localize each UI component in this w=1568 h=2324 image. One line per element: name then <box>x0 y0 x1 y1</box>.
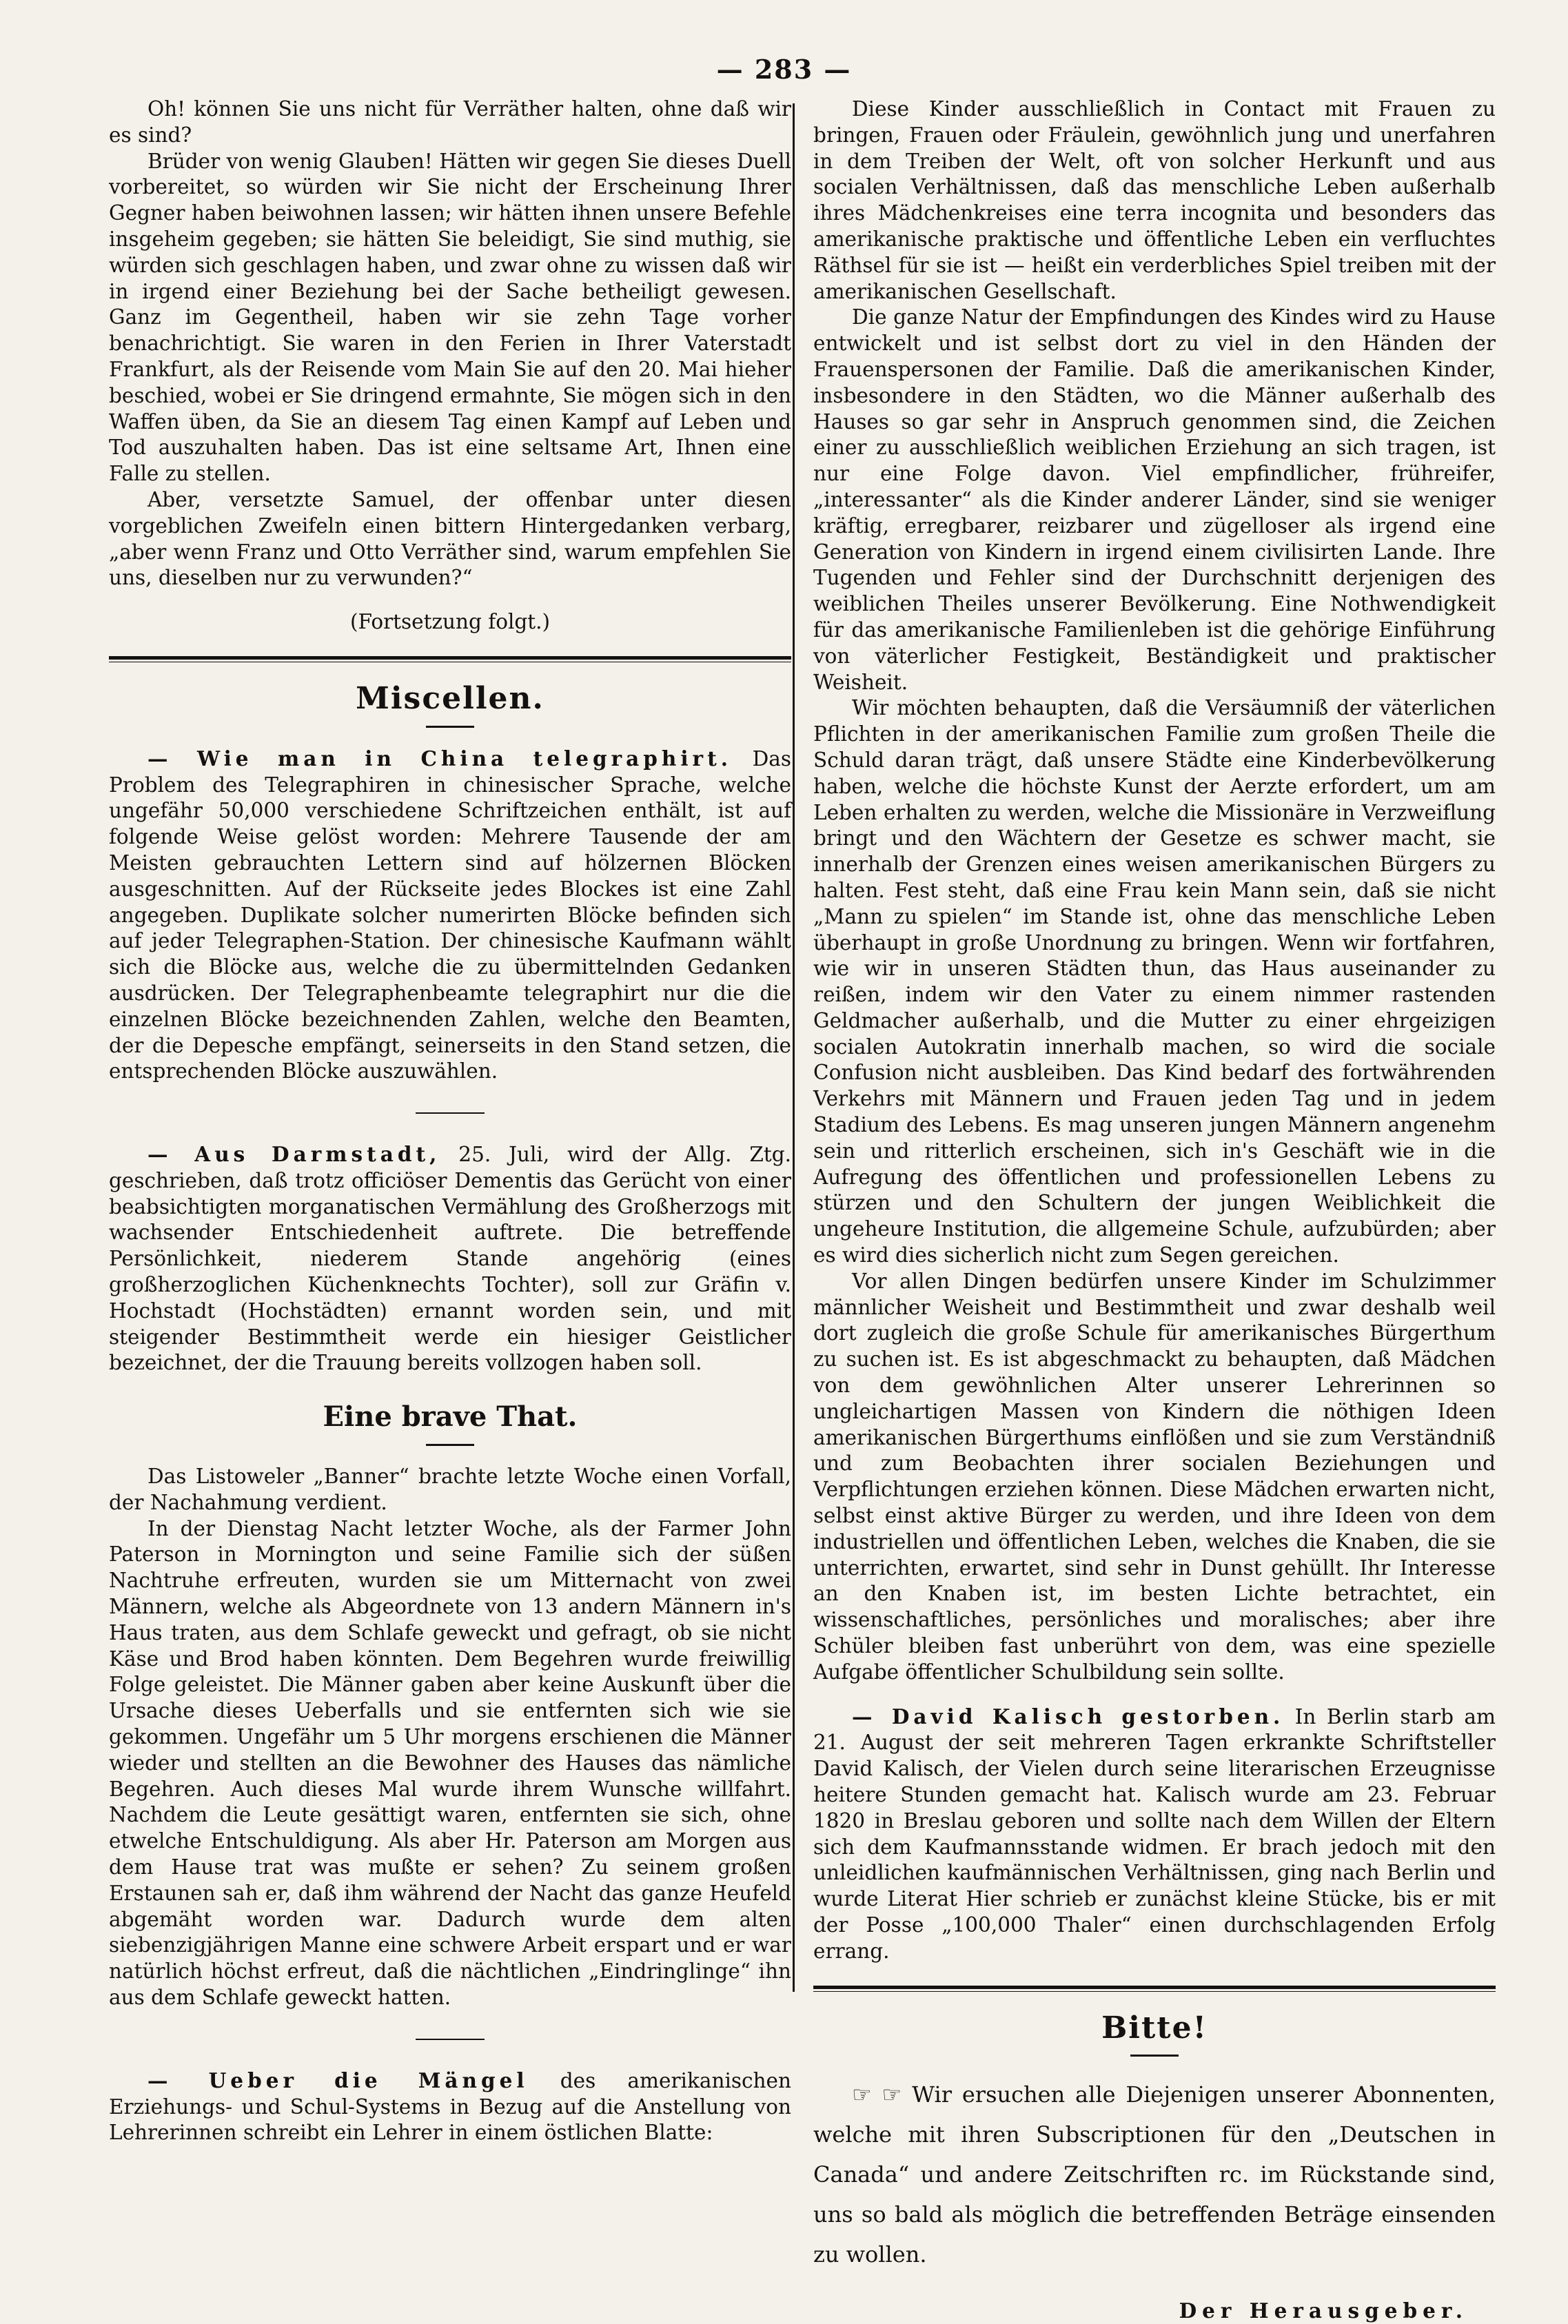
article-lead: — Ueber die Mängel <box>147 2068 529 2092</box>
section-divider <box>109 656 791 662</box>
article-paragraph: In der Dienstag Nacht letzter Woche, als der Farmer John Paterson in Mornington und seine Familie sich der süßen Nachtruhe erfreuten, wurden sie um Mitternacht von zwei Männern, welche als Abgeordnete von 13 andern Männern in's Haus traten, aus dem Schlafe geweckt und gefragt, ob sie nicht Käse und Brod haben könnten. Dem Begehren wurde freiwillig Folge geleistet. Die Männer gaben aber keine Auskunft über die Ursache dieses Ueberfalls und sie entfernten sich wie sie gekommen. Ungefähr um 5 Uhr morgens erschienen die Männer wieder und stellten an die Bewohner des Hauses das nämliche Begehren. Auch dieses Mal wurde ihrem Wunsche willfahrt. Nachdem die Leute gesättigt waren, entfernten sie sich, ohne etwelche Entschuldigung. Als aber Hr. Paterson am Morgen aus dem Hause trat was mußte er sehen? Zu seinem großen Erstaunen sah er, daß ihm während der Nacht das ganze Heufeld abgemäht worden war. Dadurch wurde dem alten siebenzigjährigen Manne eine schwere Arbeit erspart und er war natürlich höchst erfreut, daß die nächtlichen „Eindringlinge“ ihn aus dem Schlafe geweckt hatten. <box>109 1516 791 2009</box>
article-paragraph: Diese Kinder ausschließlich in Contact mit Frauen zu bringen, Frauen oder Fräulein, gewöhnlich jung und unerfahren in dem Treiben der Welt, oft von solcher Herkunft und aus socialen Verhältnissen, daß das menschliche Leben außerhalb ihres Mädchenkreises eine terra incognita und besonders das amerikanische praktische und öffentliche Leben ein verfluchtes Räthsel für sie ist — heißt ein verderbliches Spiel treiben mit der amerikanischen Gesellschaft. <box>813 97 1496 303</box>
section-divider <box>813 1986 1496 1992</box>
continuation-note: (Fortsetzung folgt.) <box>349 610 551 634</box>
article-maengel <box>109 2068 791 2146</box>
title-underline <box>426 726 474 728</box>
title-underline <box>426 1444 474 1446</box>
right-column <box>813 96 1496 2324</box>
notice-title-bitte: Bitte! <box>1101 2010 1208 2046</box>
article-paragraph: Vor allen Dingen bedürfen unsere Kinder im Schulzimmer männlicher Weisheit und Bestimmtheit und zwar deshalb weil dort zugleich die große Schule für amerikanisches Bürgerthum zu suchen ist. Es ist abgeschmackt zu behaupten, daß Mädchen von dem gewöhnlichen Alter unserer Lehrerinnen so ungleichartigen Massen von Kindern die nöthigen Ideen amerikanischen Bürgerthums einflößen und sie zum Verständniß und zum Beobachten ihrer socialen Beziehungen und Verpflichtungen erziehen können. Diese Mädchen erwarten nicht, selbst einst aktive Bürger zu werden, und ihre Ideen von dem industriellen und öffentlichen Leben, welches die Knaben, die sie unterrichten, erwartet, sind sehr in Dunst gehüllt. Ihr Interesse an den Knaben ist, im besten Lichte betrachtet, ein wissenschaftliches, persönliches und moralisches; aber ihre Schüler bleiben fast unberührt von dem, was eine spezielle Aufgabe öffentlicher Schulbildung sein sollte. <box>813 1269 1496 1684</box>
section-title-miscellen: Miscellen. <box>356 680 544 716</box>
story-paragraph: Brüder von wenig Glauben! Hätten wir gegen Sie dieses Duell vorbereitet, so würden wir Sie nicht der Erscheinung Ihrer Gegner haben beiwohnen lassen; wir hätten ihnen unsere Befehle insgeheim gegeben; sie hätten Sie beleidigt, Sie sind muthig, sie würden sich geschlagen haben, und zwar ohne zu wissen daß wir in irgend einer Beziehung bei der Sache betheiligt gewesen. Ganz im Gegentheil, haben wir sie zehn Tage vorher benachrichtigt. Sie waren in den Ferien in Ihrer Vaterstadt Frankfurt, als der Reisende vom Main Sie auf den 20. Mai hieher beschied, wobei er Sie dringend ermahnte, Sie mögen sich in den Waffen üben, da Sie an diesem Tag einen Kampf auf Leben und Tod auszuhalten haben. Das ist eine seltsame Art, Ihnen eine Falle zu stellen. <box>109 149 791 486</box>
article-china <box>109 746 791 1085</box>
article-lead: — Aus Darmstadt, <box>147 1142 441 1167</box>
notice-bitte <box>813 2075 1496 2274</box>
story-paragraph: Oh! können Sie uns nicht für Verräther halten, ohne daß wir es sind? <box>109 97 791 147</box>
article-paragraph: Das Listoweler „Banner“ brachte letzte Woche einen Vorfall, der Nachahmung verdient. <box>109 1465 791 1514</box>
article-darmstadt <box>109 1141 791 1376</box>
article-lead: — Wie man in China telegraphirt. <box>147 746 732 771</box>
pointing-hand-icon: ☞ ☞ <box>852 2081 902 2108</box>
page-number: — 283 — <box>716 54 852 85</box>
signature: Der Herausgeber. <box>1179 2298 1468 2323</box>
article-text: Das Problem des Telegraphiren in chinesischer Sprache, welche ungefähr 50,000 verschiedene Schriftzeichen enthält, ist auf folgende Weise gelöst worden: Mehrere Tausende der am Meisten gebrauchten Lettern sind auf hölzernen Blöcken ausgeschnitten. Auf der Rückseite jedes Blockes ist eine Zahl angegeben. Duplikate solcher numerirten Blöcke befinden sich auf jeder Telegraphen-Station. Der chinesische Kaufmann wählt sich die Blöcke aus, welche die zu übermittelnden Gedanken ausdrücken. Der Telegraphenbeamte telegraphirt nur die die einzelnen Blöcke bezeichnenden Zahlen, welche den Beamten, der die Depesche empfängt, seinerseits in den Stand setzen, die entsprechenden Blöcke auszuwählen. <box>109 746 791 1083</box>
article-title-brave-that: Eine brave That. <box>323 1400 578 1434</box>
article-separator <box>416 2039 485 2040</box>
article-text: des amerikanischen Erziehungs- und Schul-Systems in Bezug auf die Anstellung von Lehrerinnen schreibt ein Lehrer in einem östlichen Blatte: <box>109 2068 791 2145</box>
notice-text: ☞ ☞ Wir ersuchen alle Diejenigen unserer Abonnenten, welche mit ihren Subscriptionen für den „Deutschen in Canada“ und andere Zeitschriften rc. im Rückstande sind, uns so bald als möglich die betreffenden Beträge einsenden zu wollen. <box>813 2081 1496 2268</box>
article-kalisch <box>813 1704 1496 1965</box>
column-rule <box>793 103 795 1992</box>
article-lead: — David Kalisch gestorben. <box>852 1704 1285 1729</box>
article-paragraph: Die ganze Natur der Empfindungen des Kindes wird zu Hause entwickelt und ist selbst dort zu viel in den Händen der Frauenspersonen der Familie. Daß die amerikanischen Kinder, insbesondere in den Städten, wo die Männer außerhalb des Hauses so gar sehr in Anspruch genommen sind, die Zeichen einer zu ausschließlich weiblichen Erziehung an sich tragen, ist nur eine Folge davon. Viel empfindlicher, frühreifer, „interessanter“ als die Kinder anderer Länder, sind sie weniger kräftig, erregbarer, reizbarer und zügelloser als irgend eine Generation von Kindern in irgend einem civilisirten Lande. Ihre Tugenden und Fehler sind der Durchschnitt derjenigen des weiblichen Theiles unserer Bevölkerung. Eine Nothwendigkeit für das amerikanische Familienleben ist die gehörige Einführung von väterlicher Festigkeit, Beständigkeit und praktischer Weisheit. <box>813 305 1496 694</box>
article-separator <box>416 1112 485 1114</box>
left-column <box>109 96 791 2146</box>
article-text: In Berlin starb am 21. August der seit mehreren Tagen erkrankte Schriftsteller David Kalisch, der Vielen durch seine literarischen Erzeugnisse heitere Stunden gemacht hat. Kalisch wurde am 23. Februar 1820 in Breslau geboren und sollte nach dem Willen der Eltern sich dem Kaufmannsstande widmen. Er brach jedoch mit den unleidlichen kaufmännischen Verhältnissen, ging nach Berlin und wurde Literat Hier schrieb er zunächst kleine Stücke, bis er mit der Posse „100,000 Thaler“ einen durchschlagenden Erfolg errang. <box>813 1704 1496 1963</box>
story-paragraph: Aber, versetzte Samuel, der offenbar unter diesen vorgeblichen Zweifeln einen bittern Hintergedanken verbarg, „aber wenn Franz und Otto Verräther sind, warum empfehlen Sie uns, dieselben nur zu verwunden?“ <box>109 487 791 590</box>
article-paragraph: Wir möchten behaupten, daß die Versäumniß der väterlichen Pflichten in der amerikanischen Familie zum großen Theile die Schuld daran trägt, daß unsere Städte eine Kinderbevölkerung haben, welche die höchste Kunst der Aerzte erfordert, um am Leben erhalten zu werden, welche die Missionäre in Verzweiflung bringt und den Wächtern der Gesetze es schwer macht, sie innerhalb der Grenzen eines weisen amerikanischen Bürgers zu halten. Fest steht, daß eine Frau kein Mann sein, daß sie nicht „Mann zu spielen“ im Stande ist, ohne das menschliche Leben überhaupt in große Unordnung zu bringen. Wenn wir fortfahren, wie wir in unseren Städten thun, das Haus auseinander zu reißen, indem wir den Vater zu einem nimmer rastenden Geldmacher außerhalb, und die Mutter zu einer ehrgeizigen socialen Autokratin innerhalb machen, so wird die sociale Confusion nicht ausbleiben. Das Kind bedarf des fortwährenden Verkehrs mit Männern und Frauen jeden Tag und in jedem Stadium des Lebens. Es mag unseren jungen Männern angenehm sein und ritterlich erscheinen, sich in's Geschäft wie in die Aufregung des öffentlichen und professionellen Lebens zu stürzen und den Schultern der jungen Weiblichkeit die ungeheure Institution, die allgemeine Schule, aufzubürden; aber es wird dies sicherlich nicht zum Segen gereichen. <box>813 696 1496 1267</box>
article-text: 25. Juli, wird der Allg. Ztg. geschrieben, daß trotz officiöser Dementis das Gerücht von einer beabsichtigten morganatischen Vermählung des Großherzogs mit wachsender Entschiedenheit auftrete. Die betreffende Persönlichkeit, niederem Stande angehörig (eines großherzoglichen Küchenknechts Tochter), soll zur Gräfin v. Hochstadt (Hochstädten) ernannt worden sein, und mit steigender Bestimmtheit werde ein hiesiger Geistlicher bezeichnet, der die Trauung bereits vollzogen haben soll. <box>109 1143 791 1375</box>
